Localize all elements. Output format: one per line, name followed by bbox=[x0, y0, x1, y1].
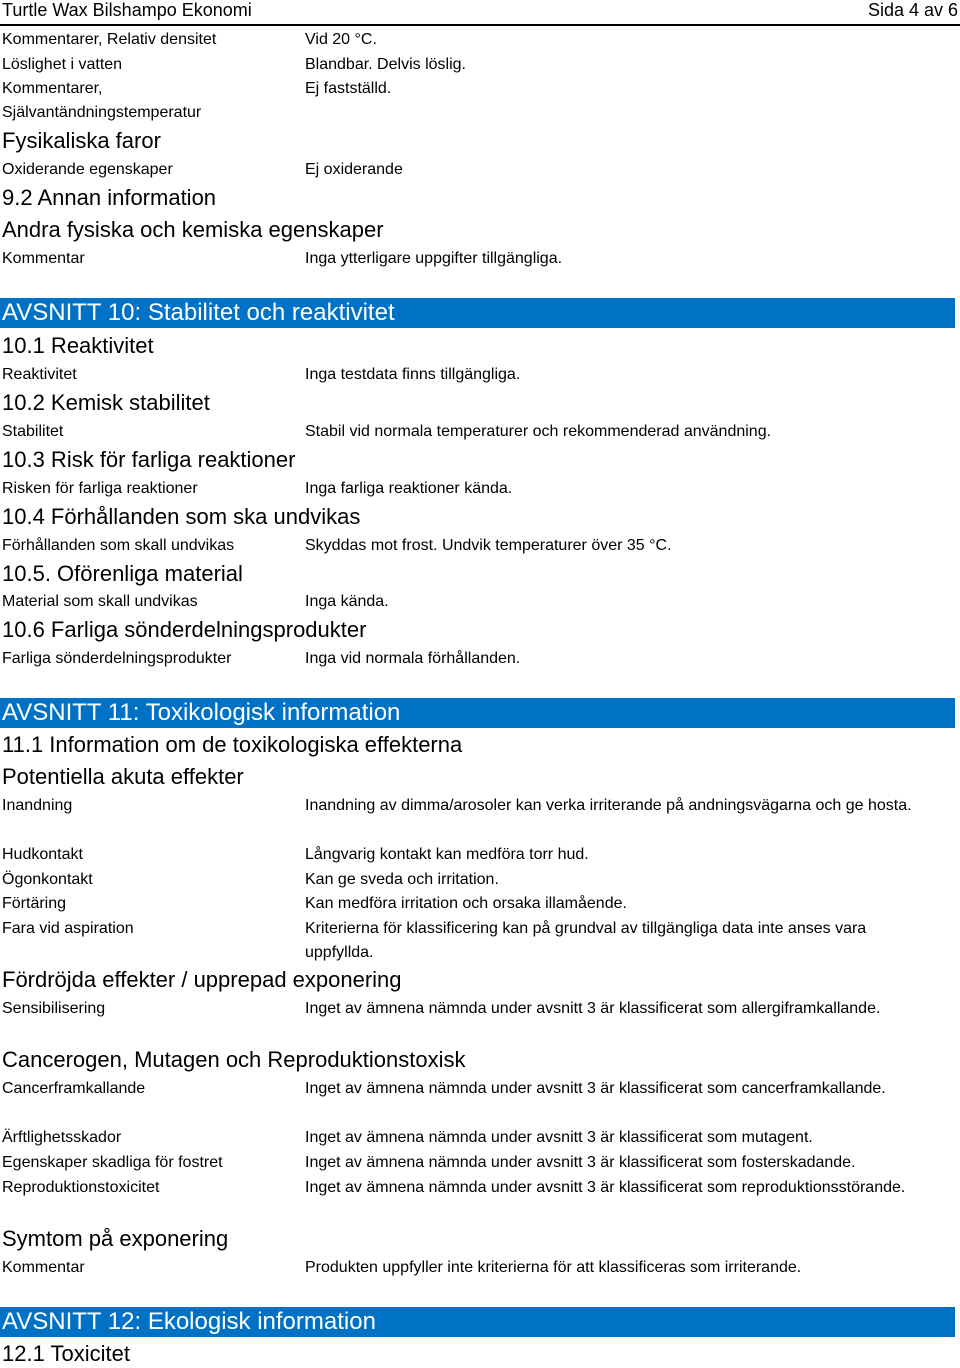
property-label: Sensibilisering bbox=[2, 1000, 106, 1017]
property-value: Stabil vid normala temperaturer och rekommenderad användning. bbox=[305, 423, 772, 440]
page-number: Sida 4 av 6 bbox=[867, 0, 958, 20]
subheading: 10.6 Farliga sönderdelningsprodukter bbox=[2, 617, 367, 642]
subheading: Potentiella akuta effekter bbox=[2, 764, 244, 789]
subheading: 10.1 Reaktivitet bbox=[2, 333, 154, 358]
property-label: Kommentarer, Relativ densitet bbox=[2, 31, 217, 48]
subheading: 10.2 Kemisk stabilitet bbox=[2, 390, 210, 415]
subheading: Andra fysiska och kemiska egenskaper bbox=[2, 217, 384, 242]
subheading: 11.1 Information om de toxikologiska effekterna bbox=[2, 732, 463, 757]
header-divider bbox=[0, 24, 960, 26]
section-banner bbox=[0, 698, 955, 728]
subheading: 10.5. Oförenliga material bbox=[2, 561, 243, 586]
property-label: Fara vid aspiration bbox=[2, 920, 134, 937]
property-value: Inget av ämnena nämnda under avsnitt 3 är klassificerat som allergiframkallande. bbox=[305, 1000, 881, 1017]
property-label: Stabilitet bbox=[2, 423, 64, 440]
property-value: Produkten uppfyller inte kriterierna för att klassificeras som irriterande. bbox=[305, 1259, 802, 1276]
subheading: Symtom på exponering bbox=[2, 1226, 229, 1251]
subheading: 10.4 Förhållanden som ska undvikas bbox=[2, 504, 361, 529]
section-title: AVSNITT 11: Toxikologisk information bbox=[2, 699, 401, 726]
subheading: 10.3 Risk för farliga reaktioner bbox=[2, 447, 296, 472]
property-label: Reproduktionstoxicitet bbox=[2, 1179, 160, 1196]
section-title: AVSNITT 12: Ekologisk information bbox=[2, 1308, 376, 1335]
property-label: Kommentarer, Självantändningstemperatur bbox=[2, 80, 202, 121]
property-value: Långvarig kontakt kan medföra torr hud. bbox=[305, 846, 589, 863]
property-label: Hudkontakt bbox=[2, 846, 83, 863]
property-value: Inga kända. bbox=[305, 593, 389, 610]
section-banner bbox=[0, 298, 955, 328]
subheading: Fysikaliska faror bbox=[2, 128, 161, 153]
property-label: Risken för farliga reaktioner bbox=[2, 480, 198, 497]
property-value: Vid 20 °C. bbox=[305, 31, 377, 48]
property-value: Skyddas mot frost. Undvik temperaturer över 35 °C. bbox=[305, 537, 672, 554]
property-label: Material som skall undvikas bbox=[2, 593, 198, 610]
property-value: Inga ytterligare uppgifter tillgängliga. bbox=[305, 250, 563, 267]
property-label: Ögonkontakt bbox=[2, 871, 93, 888]
property-label: Oxiderande egenskaper bbox=[2, 161, 173, 178]
property-value: Ej fastställd. bbox=[305, 80, 392, 97]
property-label: Egenskaper skadliga för fostret bbox=[2, 1154, 223, 1171]
property-value: Inget av ämnena nämnda under avsnitt 3 är klassificerat som reproduktionsstörande. bbox=[305, 1179, 906, 1196]
subheading: 9.2 Annan information bbox=[2, 185, 217, 210]
property-label: Förtäring bbox=[2, 895, 67, 912]
property-label: Reaktivitet bbox=[2, 366, 77, 383]
property-label: Förhållanden som skall undvikas bbox=[2, 537, 235, 554]
property-label: Kommentar bbox=[2, 250, 85, 267]
property-label: Kommentar bbox=[2, 1259, 85, 1276]
property-value: Ej oxiderande bbox=[305, 161, 403, 178]
property-label: Ärftlighetsskador bbox=[2, 1129, 122, 1146]
subheading: Fördröjda effekter / upprepad exponering bbox=[2, 967, 402, 992]
property-value: Inget av ämnena nämnda under avsnitt 3 är klassificerat som cancerframkallande. bbox=[305, 1080, 886, 1097]
document-title: Turtle Wax Bilshampo Ekonomi bbox=[2, 0, 252, 20]
subheading: 12.1 Toxicitet bbox=[2, 1341, 131, 1366]
property-label: Inandning bbox=[2, 797, 73, 814]
subheading: Cancerogen, Mutagen och Reproduktionstoxisk bbox=[2, 1047, 466, 1072]
property-value: Kan medföra irritation och orsaka illamående. bbox=[305, 895, 627, 912]
section-banner bbox=[0, 1307, 955, 1337]
property-value: Kriterierna för klassificering kan på grundval av tillgängliga data inte anses vara uppfyllda. bbox=[305, 920, 867, 961]
property-label: Farliga sönderdelningsprodukter bbox=[2, 650, 232, 667]
property-value: Inga vid normala förhållanden. bbox=[305, 650, 521, 667]
property-value: Inget av ämnena nämnda under avsnitt 3 är klassificerat som mutagent. bbox=[305, 1129, 813, 1146]
property-value: Inandning av dimma/arosoler kan verka irriterande på andningsvägarna och ge hosta. bbox=[305, 797, 912, 814]
property-value: Inget av ämnena nämnda under avsnitt 3 är klassificerat som fosterskadande. bbox=[305, 1154, 856, 1171]
property-value: Inga testdata finns tillgängliga. bbox=[305, 366, 521, 383]
property-label: Cancerframkallande bbox=[2, 1080, 146, 1097]
property-value: Inga farliga reaktioner kända. bbox=[305, 480, 513, 497]
section-title: AVSNITT 10: Stabilitet och reaktivitet bbox=[2, 299, 395, 326]
page-header bbox=[0, 0, 960, 26]
property-label: Löslighet i vatten bbox=[2, 56, 123, 73]
property-value: Kan ge sveda och irritation. bbox=[305, 871, 499, 888]
property-value: Blandbar. Delvis löslig. bbox=[305, 56, 466, 73]
